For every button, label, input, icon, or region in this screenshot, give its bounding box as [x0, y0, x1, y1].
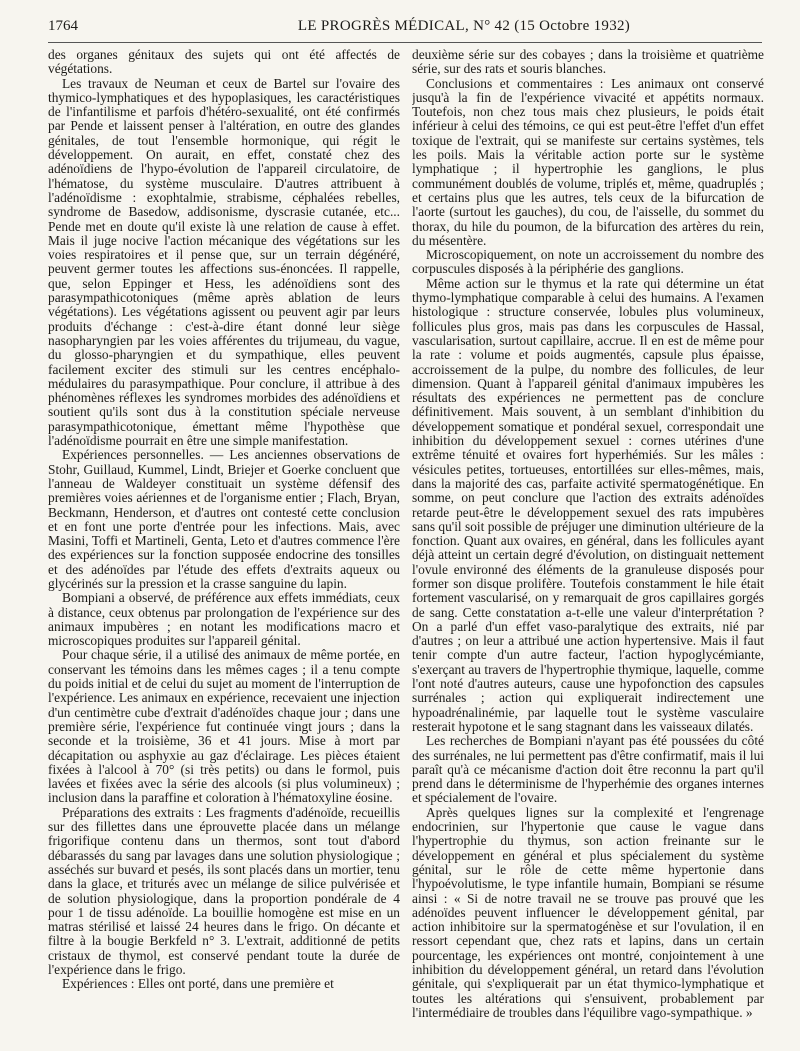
- header-rule: [48, 42, 762, 43]
- paragraph: Bompiani a observé, de préférence aux effets immédiats, ceux à distance, ceux obtenus par prolongation de l'expérience sur des animaux impubères ; en notant les modifications macro et microscopiques produites sur l'appareil génital.: [48, 590, 400, 649]
- paragraph: Pour chaque série, il a utilisé des animaux de même portée, en conservant les témoins dans les mêmes cages ; il a tenu compte du poids initial et de celui du sujet au moment de l'interruption de l'expérience. Les animaux en expérience, recevaient une injection d'un centimètre cube d'extrait d'adénoïdes chaque jour ; dans une première série, l'expérience fut continuée vingt jours ; dans la seconde et la troisième, 36 et 41 jours. Mise à mort par décapitation ou asphyxie au gaz d'éclairage. Les pièces étaient fixées à l'alcool à 70° (si très petits) ou dans le formol, puis lavées et fixées avec la série des alcools (si plus volumineux) ; inclusion dans la paraffine et coloration à l'hématoxyline éosine.: [48, 647, 400, 806]
- paragraph: deuxième série sur des cobayes ; dans la troisième et quatrième série, sur des rats et souris blanches.: [412, 48, 764, 77]
- paragraph: Expériences : Elles ont porté, dans une première et: [62, 976, 334, 992]
- paragraph: Les travaux de Neuman et ceux de Bartel sur l'ovaire des thymico-lymphatiques et des hypoplasiques, les caractéristiques de l'infantilisme et parfois d'hétéro-sexualité, ont été confirmés par Pende et laissent penser à l'altération, en outre des glandes génitales, de tout l'ensemble hormonique, qui régit le développement. On aurait, en effet, constaté chez des adénoïdiens de l'hypo-évolution de l'appareil circulatoire, de l'hématose, du système musculaire. D'autres attribuent à l'adénoïdisme : exophtalmie, strabisme, céphalées rebelles, syndrome de Basedow, addisonisme, dyscrasie cutanée, etc... Pende met en doute qu'il existe là une relation de cause à effet. Mais il juge nocive l'action mécanique des végétations sur les voies respiratoires et il pense que, sur un terrain dégénéré, peuvent germer toutes les affections sus-énoncées. Il rappelle, que, selon Eppinger et Hess, les adénoïdiens sont des parasympathicotoniques (même après ablation de leurs végétations). Les végétations agissent ou peuvent agir par leurs produits d'échange : c'est-à-dire étant donné leur siège nasopharyngien par les voies afférentes du trijumeau, du vague, du glosso-pharyngien et du sympathique, elles peuvent facilement exciter des stimuli sur les centres encéphalo-médulaires du parasympathique. Pour conclure, il attribue à des phénomènes réflexes les syndromes morbides des adénoïdiens et soutient qu'ils sont dus à la constitution spéciale nerveuse parasympathicotonique, émettant même l'hypothèse que l'adénoïdisme pourrait en être une simple manifestation.: [48, 75, 400, 449]
- paragraph: Après quelques lignes sur la complexité et l'engrenage endocrinien, sur l'hypertonie que cause le vague dans l'hypertrophie du thymus, son action freinante sur le développement en général et plus spécialement du système génital, sur le rôle de cette même hypertonie dans l'hypoévolutisme, le type infantile humain, Bompiani se résume ainsi : « Si de notre travail ne se trouve pas prouvé que les adénoïdes peuvent influencer le développement génital, par action inhibitoire sur la spermatogénèse et sur l'ovulation, il en ressort cependant que, chez rats et lapins, dans un certain pourcentage, les expériences ont montré, conjointement à une inhibition du développement général, un retard dans l'évolution génitale, qui s'expliquerait par un état thymico-lymphatique et toutes les altérations qui s'ensuivent, probablement par l'intermédiaire de troubles dans l'équilibre vago-sympathique. »: [412, 804, 764, 1020]
- running-head: LE PROGRÈS MÉDICAL, N° 42 (15 Octobre 1932): [297, 18, 631, 34]
- paragraph: Microscopiquement, on note un accroissement du nombre des corpuscules disposés à la périphérie des ganglions.: [412, 247, 764, 277]
- paragraph: Conclusions et commentaires : Les animaux ont conservé jusqu'à la fin de l'expérience vivacité et appétits normaux. Toutefois, non chez tous mais chez plusieurs, le poids était inférieur à celui des témoins, ce qui est peut-être l'effet d'un effet toxique de l'extrait, qui se manifeste sur certains systèmes, tels les poils. Mais la véritable action porte sur le système lymphatique ; il hypertrophie les ganglions, le plus communément doublés de volume, triplés et, même, quadruplés ; et certains plus que les autres, tels ceux de la bifurcation de l'aorte (surtout les gauches), du cou, de l'aisselle, du sommet du thorax, du hile du poumon, de la bifurcation des artères du rein, du mésentère.: [412, 75, 764, 248]
- paragraph: Même action sur le thymus et la rate qui détermine un état thymo-lymphatique comparable à celui des humains. A l'examen histologique : structure conservée, lobules plus volumineux, follicules plus gros, mais pas dans les corpuscules de Hassal, vascularisation, surtout capillaire, accrue. Il en est de même pour la rate : volume et poids augmentés, capsule plus épaisse, accroissement de la pulpe, du nombre des follicules, de leur dimension. Quant à l'appareil génital d'animaux impubères les résultats des expériences ne permettent pas de conclure définitivement. Mais souvent, à un semblant d'inhibition du développement somatique et pondéral sexuel, correspondait une inhibition du développement sexuel : cornes utérines d'une extrême ténuité et ovaires fort hyperhémiés. Sur les mâles : vésicules petites, tortueuses, entortillées sur elles-mêmes, mais, dans la majorité des cas, parfaite activité spermatogénétique. En somme, on peut conclure que l'action des extraits adénoïdes retarde peut-être le développement sexuel des rats impubères sans qu'il soit possible de préjuger une diminution ultérieure de la fonction. Quant aux ovaires, en général, dans les follicules ayant déjà atteint un certain degré d'évolution, on distinguait nettement l'ovule environné des éléments de la granuleuse disposés pour former son disque prolifère. Toutefois constamment le hile était fortement vascularisé, on y remarquait de gros capillaires gorgés de sang. Cette constatation a-t-elle une valeur d'interprétation ? On a parlé d'un effet vaso-paralytique des extraits, nié par d'autres ; on leur a attribué une action hypertensive. Mais il faut tenir compte d'un autre facteur, l'action hypoglycémiante, s'exerçant au travers de l'hypertrophie thymique, laquelle, comme l'ont noté d'autres auteurs, cause une hypofonction des capsules surrénales ; action qui expliquerait indirectement une hypoadrénalinémie, par laquelle tout le système vasculaire resterait hypotone et le sang stagnant dans les vaisseaux dilatés.: [412, 275, 764, 734]
- left-column: [48, 48, 400, 1038]
- page-header: [48, 18, 760, 40]
- paragraph: des organes génitaux des sujets qui ont été affectés de végétations.: [48, 48, 400, 77]
- paragraph: Préparations des extraits : Les fragments d'adénoïde, recueillis sur des fillettes dans une éprouvette placée dans un mélange frigorifique contenu dans un thermos, sont tout d'abord débarassés du sang par lavages dans une solution physiologique ; asséchés sur buvard et pesés, ils sont placés dans un mortier, tenu dans la glace, et triturés avec un mélange de silice pulvérisée et de solution physiologique, dans la proportion pondérale de 4 pour 1 de tissu adénoïde. La bouillie homogène est mise en un matras stérilisé et laissé 24 heures dans le frigo. On décante et filtre à la bougie Berkfeld n° 3. L'extrait, additionné de petits cristaux de thymol, est conservé pendant toute la durée de l'expérience dans le frigo.: [48, 804, 400, 977]
- page-number: 1764: [48, 18, 78, 34]
- paragraph: Les recherches de Bompiani n'ayant pas été poussées du côté des surrénales, ne lui permettent pas d'être confirmatif, mais il lui paraît qu'à ce mécanisme d'action doit être reconnu la part qu'il prend dans le déterminisme de l'hyperhémie des organes internes et spécialement de l'ovaire.: [412, 733, 764, 806]
- right-column: [412, 48, 764, 1038]
- paragraph: Expériences personnelles. — Les anciennes observations de Stohr, Guillaud, Kummel, Lindt, Briejer et Goerke concluent que l'anneau de Waldeyer constituait un système défensif des premières voies aériennes et de l'organisme entier ; Flach, Bryan, Beckmann, Henderson, et d'autres ont contesté cette conclusion et en font une porte d'entrée pour les infections. Mais, avec Masini, Toffi et Martineli, Genta, Leto et d'autres commence l'ère des expériences sur la fonction supposée endocrine des tonsilles et des adénoïdes par l'étude des effets d'extraits aqueux ou glycérinés sur la pression et la crasse sanguine du lapin.: [48, 447, 400, 591]
